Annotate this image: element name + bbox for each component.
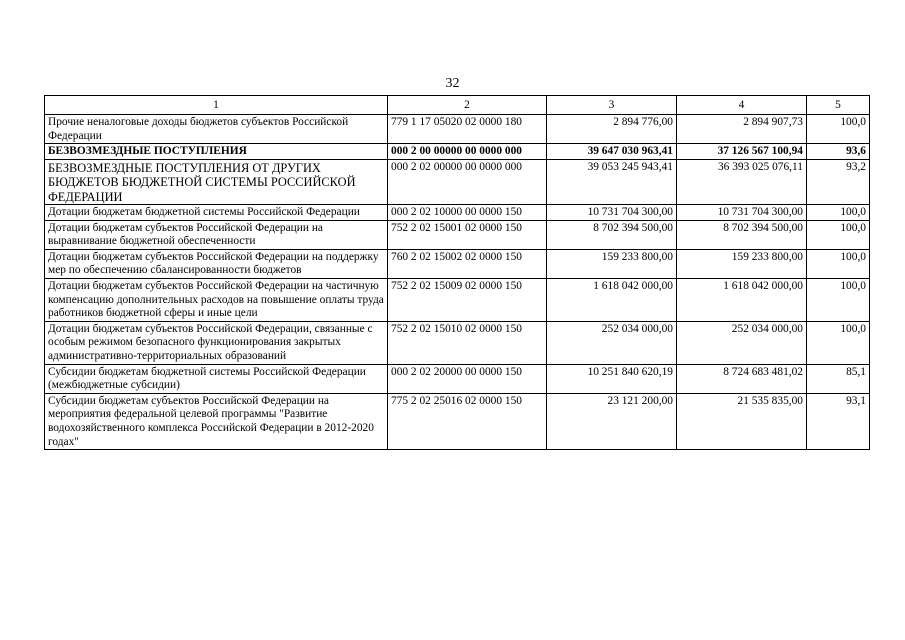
row-code-cell: 000 2 02 10000 00 0000 150 [388, 205, 547, 221]
row-code-cell: 752 2 02 15010 02 0000 150 [388, 321, 547, 364]
table-row [45, 115, 870, 144]
row-executed-amount-cell: 21 535 835,00 [677, 393, 807, 449]
row-executed-amount-cell: 1 618 042 000,00 [677, 278, 807, 321]
table-row [45, 321, 870, 364]
table-row [45, 393, 870, 449]
row-code-cell: 752 2 02 15001 02 0000 150 [388, 220, 547, 249]
row-approved-amount-cell: 1 618 042 000,00 [547, 278, 677, 321]
row-percent-cell: 93,6 [807, 144, 870, 160]
column-header-5: 5 [807, 96, 870, 115]
row-name-cell: Дотации бюджетам субъектов Российской Федерации, связанные с особым режимом безопасного функционирования закрытых административно-территориальных образований [45, 321, 388, 364]
row-code-cell: 760 2 02 15002 02 0000 150 [388, 249, 547, 278]
row-percent-cell: 100,0 [807, 115, 870, 144]
table-row [45, 220, 870, 249]
table-row [45, 249, 870, 278]
row-approved-amount-cell: 252 034 000,00 [547, 321, 677, 364]
column-header-4: 4 [677, 96, 807, 115]
row-name-cell: Дотации бюджетам субъектов Российской Федерации на выравнивание бюджетной обеспеченности [45, 220, 388, 249]
budget-table [44, 95, 870, 450]
row-code-cell: 775 2 02 25016 02 0000 150 [388, 393, 547, 449]
row-executed-amount-cell: 252 034 000,00 [677, 321, 807, 364]
row-percent-cell: 100,0 [807, 321, 870, 364]
row-executed-amount-cell: 36 393 025 076,11 [677, 159, 807, 204]
row-percent-cell: 100,0 [807, 205, 870, 221]
row-code-cell: 779 1 17 05020 02 0000 180 [388, 115, 547, 144]
row-code-cell: 000 2 02 00000 00 0000 000 [388, 159, 547, 204]
row-percent-cell: 100,0 [807, 278, 870, 321]
row-executed-amount-cell: 37 126 567 100,94 [677, 144, 807, 160]
row-approved-amount-cell: 39 053 245 943,41 [547, 159, 677, 204]
table-body [45, 115, 870, 450]
table-row [45, 144, 870, 160]
row-percent-cell: 85,1 [807, 364, 870, 393]
column-header-2: 2 [388, 96, 547, 115]
row-name-cell: Дотации бюджетам субъектов Российской Федерации на частичную компенсацию дополнительных расходов на повышение оплаты труда работников бюджетной сферы и иные цели [45, 278, 388, 321]
row-name-cell: Субсидии бюджетам бюджетной системы Российской Федерации (межбюджетные субсидии) [45, 364, 388, 393]
row-executed-amount-cell: 159 233 800,00 [677, 249, 807, 278]
row-percent-cell: 100,0 [807, 249, 870, 278]
table-row [45, 205, 870, 221]
row-name-cell: БЕЗВОЗМЕЗДНЫЕ ПОСТУПЛЕНИЯ [45, 144, 388, 160]
table-row [45, 364, 870, 393]
row-code-cell: 000 2 00 00000 00 0000 000 [388, 144, 547, 160]
row-approved-amount-cell: 39 647 030 963,41 [547, 144, 677, 160]
row-executed-amount-cell: 8 724 683 481,02 [677, 364, 807, 393]
row-executed-amount-cell: 2 894 907,73 [677, 115, 807, 144]
row-percent-cell: 100,0 [807, 220, 870, 249]
column-header-1: 1 [45, 96, 388, 115]
row-name-cell: Субсидии бюджетам субъектов Российской Федерации на мероприятия федеральной целевой программы "Развитие водохозяйственного комплекса Российской Федерации в 2012-2020 годах" [45, 393, 388, 449]
row-name-cell: БЕЗВОЗМЕЗДНЫЕ ПОСТУПЛЕНИЯ ОТ ДРУГИХ БЮДЖЕТОВ БЮДЖЕТНОЙ СИСТЕМЫ РОССИЙСКОЙ ФЕДЕРАЦИИ [45, 159, 388, 204]
row-code-cell: 752 2 02 15009 02 0000 150 [388, 278, 547, 321]
row-executed-amount-cell: 8 702 394 500,00 [677, 220, 807, 249]
row-approved-amount-cell: 8 702 394 500,00 [547, 220, 677, 249]
page-number: 32 [445, 76, 460, 91]
row-name-cell: Дотации бюджетам бюджетной системы Российской Федерации [45, 205, 388, 221]
row-approved-amount-cell: 10 731 704 300,00 [547, 205, 677, 221]
row-approved-amount-cell: 159 233 800,00 [547, 249, 677, 278]
row-name-cell: Дотации бюджетам субъектов Российской Федерации на поддержку мер по обеспечению сбалансированности бюджетов [45, 249, 388, 278]
row-executed-amount-cell: 10 731 704 300,00 [677, 205, 807, 221]
row-approved-amount-cell: 2 894 776,00 [547, 115, 677, 144]
row-percent-cell: 93,1 [807, 393, 870, 449]
table-row [45, 159, 870, 204]
row-approved-amount-cell: 23 121 200,00 [547, 393, 677, 449]
row-name-cell: Прочие неналоговые доходы бюджетов субъектов Российской Федерации [45, 115, 388, 144]
row-approved-amount-cell: 10 251 840 620,19 [547, 364, 677, 393]
table-row [45, 278, 870, 321]
row-percent-cell: 93,2 [807, 159, 870, 204]
column-number-header-row [45, 96, 870, 115]
column-header-3: 3 [547, 96, 677, 115]
row-code-cell: 000 2 02 20000 00 0000 150 [388, 364, 547, 393]
